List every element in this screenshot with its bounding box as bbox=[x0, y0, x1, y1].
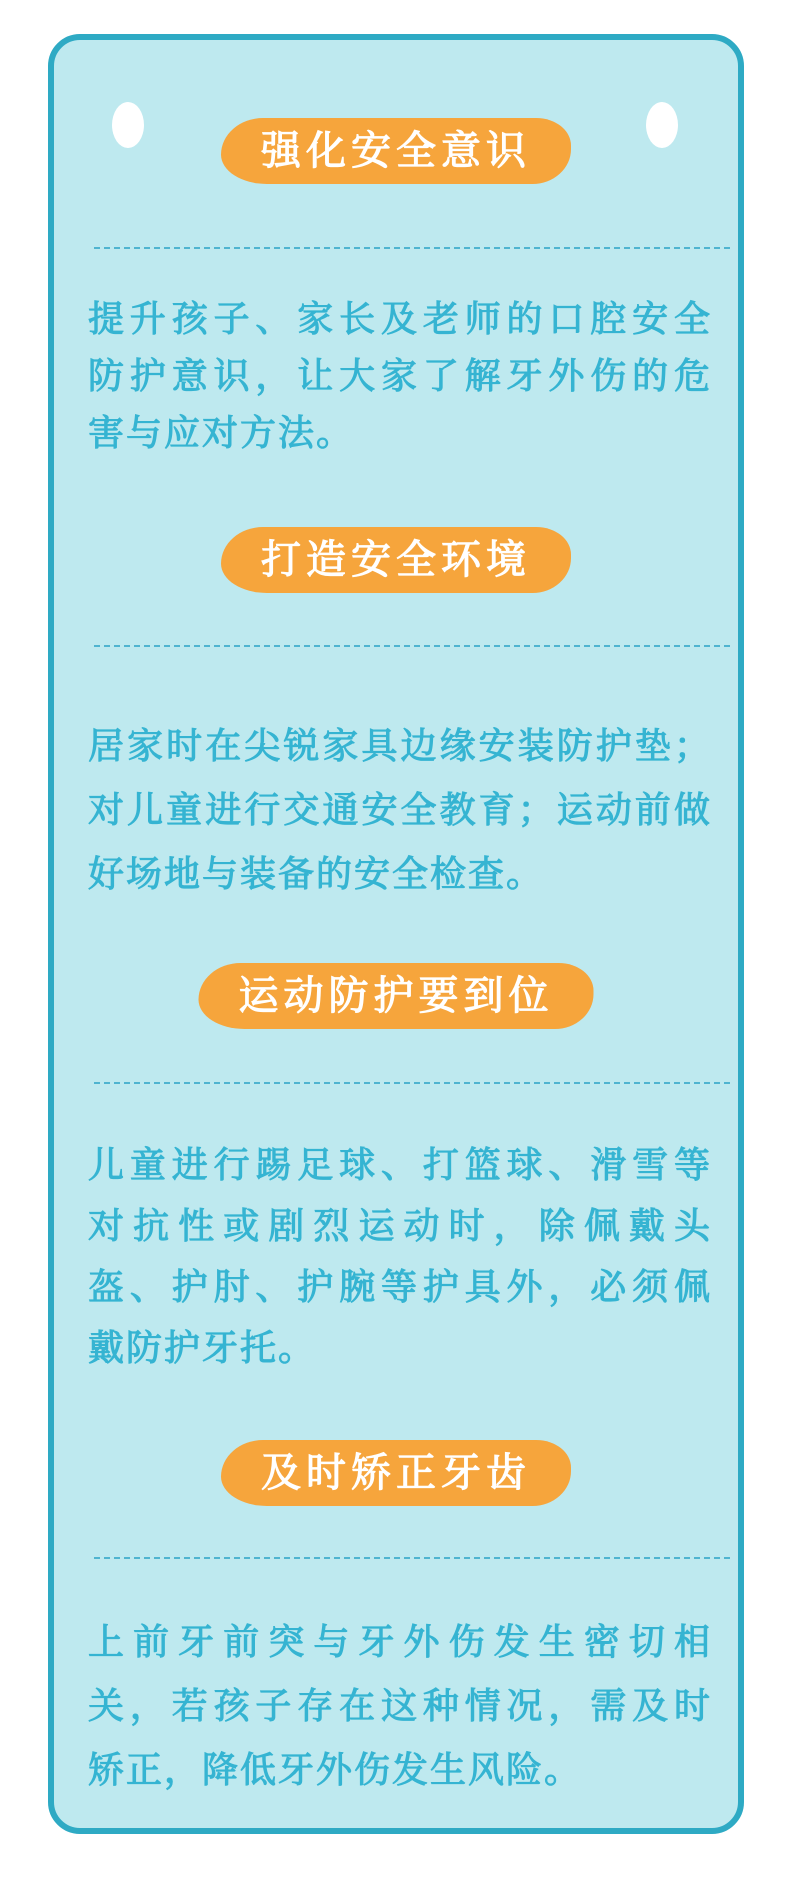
info-card bbox=[48, 34, 744, 1834]
body-line: 戴防护牙托。 bbox=[88, 1327, 317, 1368]
body-line: 对儿童进行交通安全教育；运动前做 bbox=[88, 789, 712, 830]
body-line: 儿童进行踢足球、打篮球、滑雪等 bbox=[88, 1144, 712, 1185]
body-line: 上前牙前突与牙外伤发生密切相 bbox=[88, 1621, 712, 1662]
body-line: 害与应对方法。 bbox=[88, 412, 355, 453]
section-1-badge bbox=[221, 118, 571, 184]
section-1-divider bbox=[94, 247, 730, 249]
body-line: 好场地与装备的安全检查。 bbox=[88, 853, 545, 894]
section-3-body bbox=[88, 1134, 712, 1378]
section-4-divider bbox=[94, 1557, 730, 1559]
section-3-badge-label: 运动防护要到位 bbox=[238, 974, 554, 1018]
section-4-badge bbox=[221, 1440, 571, 1506]
punch-hole-right-icon bbox=[646, 102, 678, 148]
section-2-divider bbox=[94, 645, 730, 647]
section-3-badge bbox=[199, 963, 594, 1029]
section-4-badge-label: 及时矫正牙齿 bbox=[261, 1451, 531, 1495]
body-line: 防护意识，让大家了解牙外伤的危 bbox=[88, 355, 712, 396]
body-line: 提升孩子、家长及老师的口腔安全 bbox=[88, 298, 712, 339]
body-line: 关，若孩子存在这种情况，需及时 bbox=[88, 1685, 712, 1726]
body-line: 矫正，降低牙外伤发生风险。 bbox=[88, 1749, 583, 1790]
punch-hole-left-icon bbox=[112, 102, 144, 148]
section-3-divider bbox=[94, 1082, 730, 1084]
body-line: 对抗性或剧烈运动时，除佩戴头 bbox=[88, 1205, 712, 1246]
section-2-badge bbox=[221, 527, 571, 593]
body-line: 盔、护肘、护腕等护具外，必须佩 bbox=[88, 1266, 712, 1307]
body-line: 居家时在尖锐家具边缘安装防护垫； bbox=[88, 725, 712, 766]
section-4-body bbox=[88, 1610, 712, 1802]
section-1-body bbox=[88, 290, 712, 461]
section-2-badge-label: 打造安全环境 bbox=[261, 538, 531, 582]
section-1-badge-label: 强化安全意识 bbox=[261, 129, 531, 173]
section-2-body bbox=[88, 714, 712, 906]
